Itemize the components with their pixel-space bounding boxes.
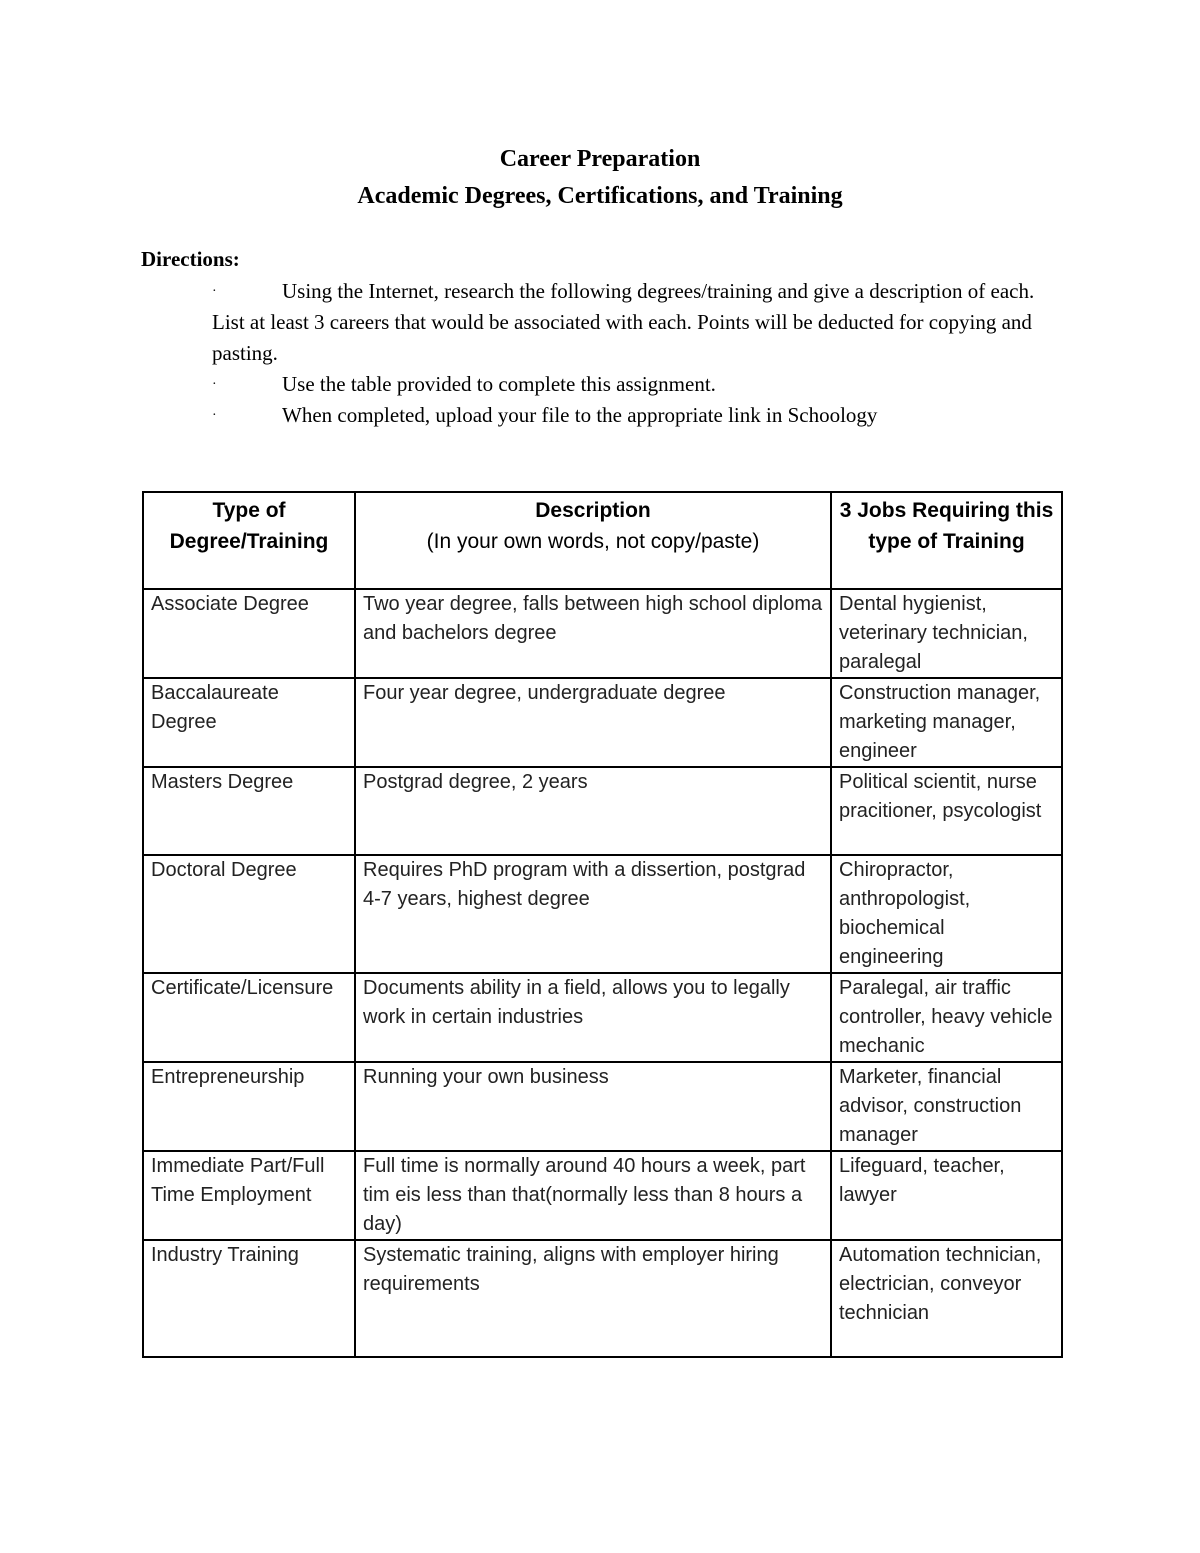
cell-type: Baccalaureate Degree <box>143 678 355 767</box>
cell-jobs: Political scientit, nurse pracitioner, psycologist <box>831 767 1062 855</box>
document-title: Career Preparation <box>499 146 701 172</box>
directions-item <box>212 369 1072 400</box>
cell-jobs: Dental hygienist, veterinary technician, paralegal <box>831 589 1062 678</box>
bullet-icon: · <box>212 408 217 423</box>
degrees-table <box>142 491 1063 1358</box>
bullet-icon: · <box>212 377 217 392</box>
cell-type: Certificate/Licensure <box>143 973 355 1062</box>
header-jobs: 3 Jobs Requiring this type of Training <box>831 492 1062 589</box>
directions-text: Using the Internet, research the following degrees/training and give a description of each. List at least 3 careers that would be associated with each. Points will be deducted for copying and pasting. <box>212 279 1035 365</box>
cell-jobs: Automation technician, electrician, conveyor technician <box>831 1240 1062 1357</box>
document-subtitle: Academic Degrees, Certifications, and Training <box>357 183 843 209</box>
directions-text: When completed, upload your file to the appropriate link in Schoology <box>282 403 878 427</box>
cell-description: Systematic training, aligns with employer hiring requirements <box>355 1240 831 1357</box>
header-type: Type of Degree/Training <box>143 492 355 589</box>
cell-description: Full time is normally around 40 hours a week, part tim eis less than that(normally less than 8 hours a day) <box>355 1151 831 1240</box>
cell-description: Four year degree, undergraduate degree <box>355 678 831 767</box>
header-description <box>355 492 831 589</box>
cell-jobs: Chiropractor, anthropologist, biochemical engineering <box>831 855 1062 973</box>
table-row <box>143 1062 1062 1151</box>
cell-type: Immediate Part/Full Time Employment <box>143 1151 355 1240</box>
directions-list <box>212 276 1072 431</box>
cell-jobs: Lifeguard, teacher, lawyer <box>831 1151 1062 1240</box>
table-row <box>143 767 1062 855</box>
cell-type: Industry Training <box>143 1240 355 1357</box>
table-row <box>143 589 1062 678</box>
cell-type: Doctoral Degree <box>143 855 355 973</box>
cell-jobs: Paralegal, air traffic controller, heavy vehicle mechanic <box>831 973 1062 1062</box>
header-description-subtitle: (In your own words, not copy/paste) <box>426 530 760 553</box>
directions-label: Directions: <box>141 247 240 271</box>
cell-description: Running your own business <box>355 1062 831 1151</box>
cell-description: Requires PhD program with a dissertion, postgrad 4-7 years, highest degree <box>355 855 831 973</box>
table-header-row <box>143 492 1062 589</box>
table-row <box>143 678 1062 767</box>
bullet-icon: · <box>212 284 217 299</box>
cell-jobs: Marketer, financial advisor, construction manager <box>831 1062 1062 1151</box>
directions-text: Use the table provided to complete this assignment. <box>282 372 716 396</box>
directions-item <box>212 400 1072 431</box>
cell-type: Masters Degree <box>143 767 355 855</box>
cell-type: Associate Degree <box>143 589 355 678</box>
table-row <box>143 973 1062 1062</box>
cell-type: Entrepreneurship <box>143 1062 355 1151</box>
cell-description: Documents ability in a field, allows you to legally work in certain industries <box>355 973 831 1062</box>
directions-item <box>212 276 1072 369</box>
table-row <box>143 855 1062 973</box>
cell-description: Postgrad degree, 2 years <box>355 767 831 855</box>
table-row <box>143 1151 1062 1240</box>
cell-description: Two year degree, falls between high school diploma and bachelors degree <box>355 589 831 678</box>
header-description-title: Description <box>535 499 651 522</box>
table-row <box>143 1240 1062 1357</box>
cell-jobs: Construction manager, marketing manager, engineer <box>831 678 1062 767</box>
